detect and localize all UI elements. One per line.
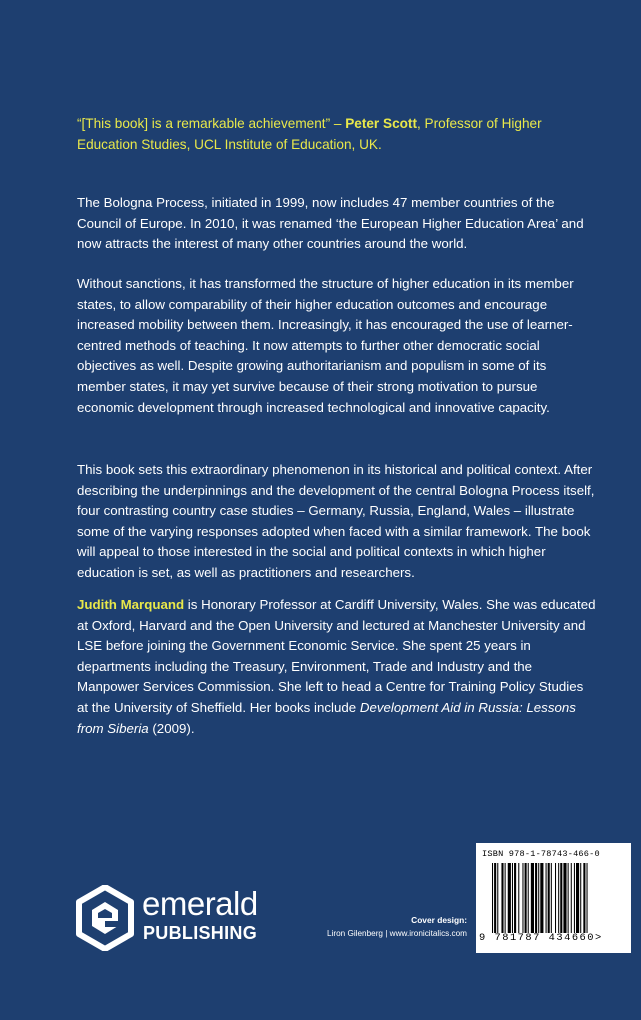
author-bio [77,595,597,739]
emerald-hexagon-logo-icon [76,885,134,951]
quote-text: “[This book] is a remarkable achievement” – [77,116,346,131]
publisher-logo [76,885,266,955]
blurb-paragraph-2: Without sanctions, it has transformed the structure of higher education in its member states, to allow comparability of their higher education outcomes and encourage increased mobility between them. Increasingly, it has encouraged the use of learner-centred methods of teaching. It now attempts to further other democratic social objectives as well. Despite growing authoritarianism and populism in some of its member states, it may yet survive because of their strong motivation to pursue economic development through increased technological and innovative capacity. [77,276,574,415]
author-book-title: Development Aid in Russia: Lessons from Siberia [77,699,576,736]
endorsement-quote [77,114,597,155]
author-bio-text: is Honorary Professor at Cardiff University, Wales. She was educated at Oxford, Harvard and the Open University and lectured at Manchester University and LSE before joining the Government Economic Service. She spent 25 years in departments including the Treasury, Environment, Trade and Industry and the Manpower Services Commission. She left to head a Centre for Training Policy Studies at the University of Sheffield. Her books include [77,597,596,715]
quote-attribution: , Professor of Higher Education Studies, UCL Institute of Education, UK. [77,116,542,152]
publisher-name: emerald [142,885,258,922]
author-name: Judith Marquand [77,597,185,612]
cover-credit [327,914,467,940]
author-book-year: (2009). [148,720,195,736]
blurb-paragraph-3: This book sets this extraordinary phenomenon in its historical and political context. After describing the underpinnings and the development of the central Bologna Process itself, four contrasting country case studies – Germany, Russia, England, Wales – illustrate some of the varying responses adopted when faced with a similar framework. The book will appeal to those interested in the social and political contexts in which higher education is set, as well as practitioners and researchers. [77,462,595,580]
cover-credit-label: Cover design: [411,915,467,925]
quote-author: Peter Scott [345,116,417,131]
barcode-digits: 9 781787 434660> [479,932,603,944]
cover-credit-designer: Liron Gilenberg | www.ironicitalics.com [327,929,467,938]
blurb-paragraph-1: The Bologna Process, initiated in 1999, now includes 47 member countries of the Council of Europe. In 2010, it was renamed ‘the European Higher Education Area’ and now attracts the interest of many other countries around the world. [77,195,584,252]
isbn-barcode [476,843,631,953]
barcode-bars [492,863,625,933]
publisher-subtitle: PUBLISHING [143,923,258,943]
isbn-text: ISBN 978-1-78743-466-0 [482,849,600,859]
